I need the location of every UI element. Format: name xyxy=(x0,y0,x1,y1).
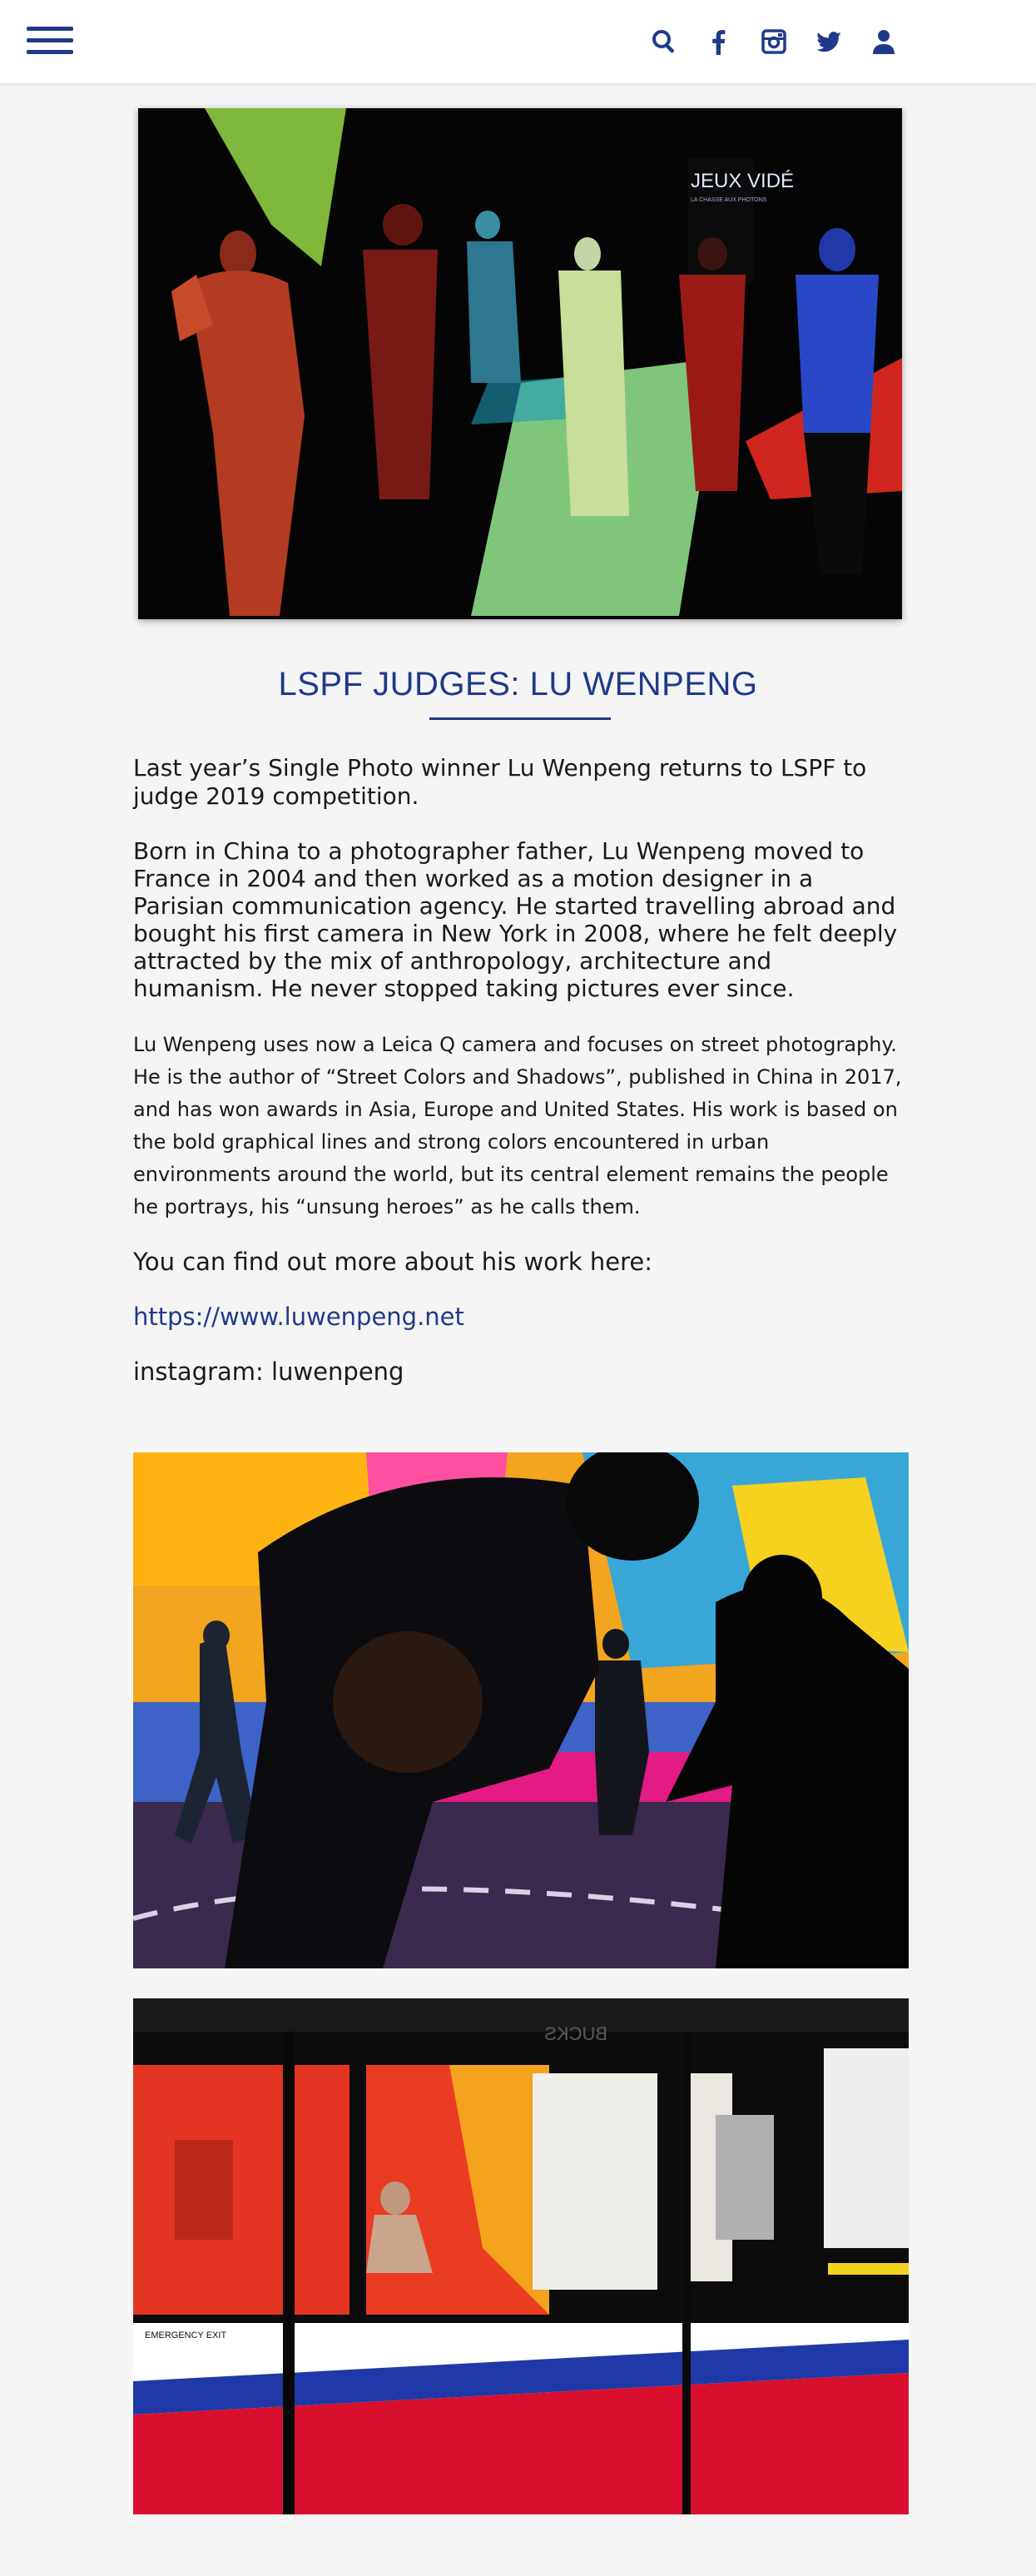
bus-top-text: BUCKS xyxy=(544,2023,607,2044)
article-bio: Born in China to a photographer father, Lu Wenpeng moved to France in 2004 and then worked as a motion designer in a Parisian communication agency. He started travelling abroad and bought his first camera in New York in 2008, where he felt deeply attracted by the mix of anthropology, architecture and humanism. He never stopped taking pictures ever since. xyxy=(133,837,898,1002)
search-icon[interactable] xyxy=(637,25,691,58)
page-title: LSPF JUDGES: LU WENPENG xyxy=(278,666,758,702)
social-icons xyxy=(637,25,911,58)
gallery-photo-bus xyxy=(133,1998,909,2514)
article-lead: Last year’s Single Photo winner Lu Wenpeng returns to LSPF to judge 2019 competition. xyxy=(133,754,867,810)
twitter-icon[interactable] xyxy=(801,25,856,58)
instagram-handle: instagram: luwenpeng xyxy=(133,1357,404,1386)
website-link[interactable]: https://www.luwenpeng.net xyxy=(133,1303,464,1331)
hero-image xyxy=(138,108,902,619)
instagram-icon[interactable] xyxy=(746,25,801,58)
hero-sign-subtext: LA CHASSE AUX PHOTONS xyxy=(691,197,767,203)
user-icon[interactable] xyxy=(856,25,911,58)
hamburger-menu-icon[interactable] xyxy=(27,25,73,55)
gallery-photo-basketball xyxy=(133,1452,909,1968)
top-navigation-bar xyxy=(0,0,1036,84)
emergency-exit-label: EMERGENCY EXIT xyxy=(145,2330,227,2340)
title-underline xyxy=(429,717,611,720)
more-info-text: You can find out more about his work here: xyxy=(133,1248,653,1276)
article-details: Lu Wenpeng uses now a Leica Q camera and focuses on street photography. He is the author of “Street Colors and Shadows”, published in China in 2017, and has won awards in Asia, Europe and United States. His work is based on the bold graphical lines and strong colors encountered in urban environments around the world, but its central element remains the people he portrays, his “unsung heroes” as he calls them. xyxy=(133,1033,902,1219)
facebook-icon[interactable] xyxy=(691,25,746,58)
hero-sign-text: JEUX VIDÉ xyxy=(691,170,795,192)
